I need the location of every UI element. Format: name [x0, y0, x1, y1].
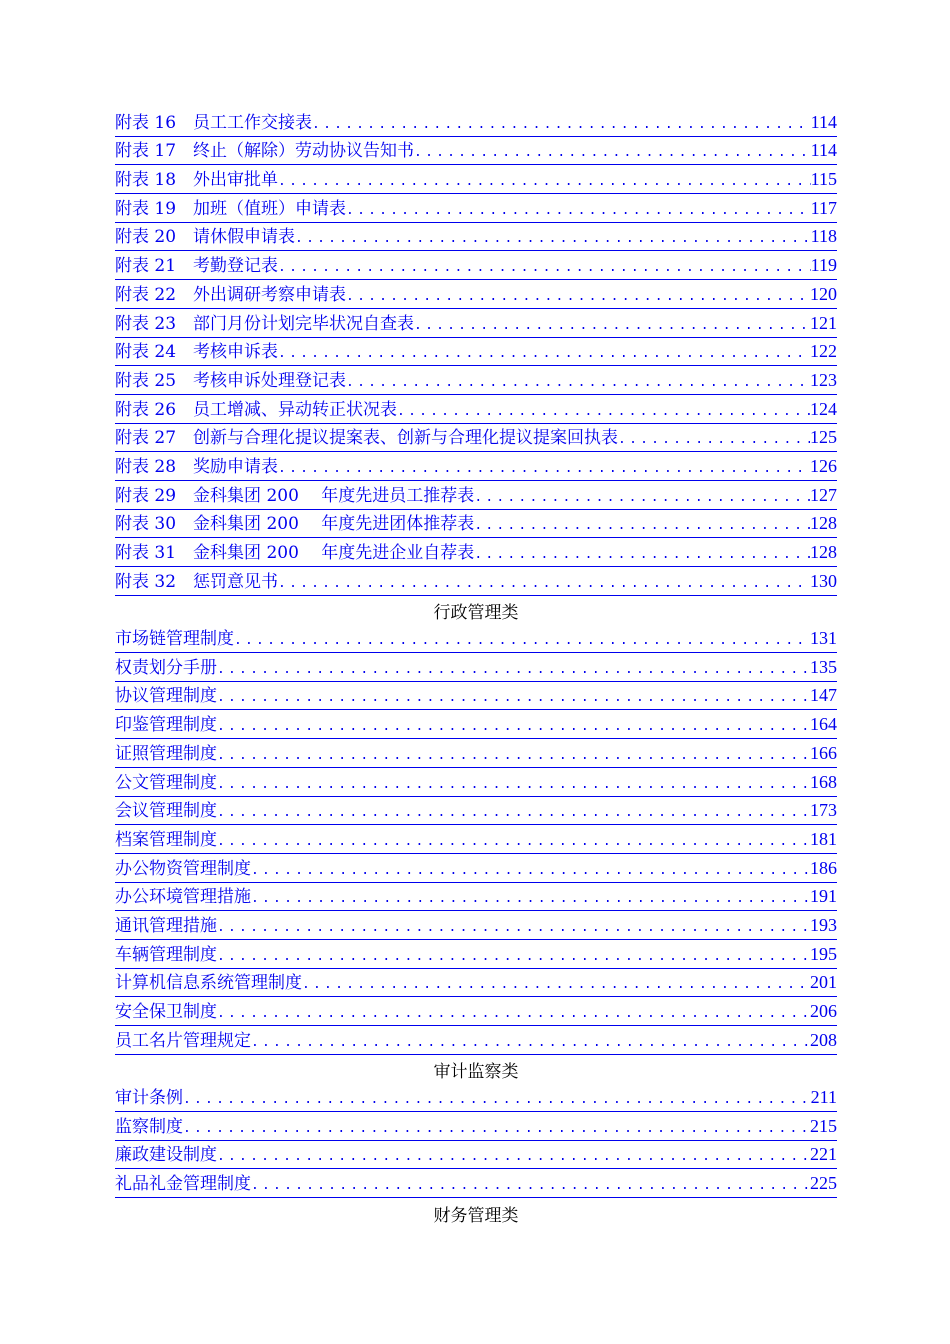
toc-entry-link[interactable]	[115, 168, 837, 194]
toc-entry-gap	[176, 226, 193, 248]
toc-page-number: 206	[810, 1001, 837, 1021]
toc-row	[115, 1112, 837, 1141]
toc-entry-title: 员工增减、异动转正状况表	[193, 399, 398, 420]
toc-entry-number: 附表 32	[115, 571, 177, 592]
toc-entry-link[interactable]	[115, 369, 837, 395]
toc-entry-link[interactable]	[115, 398, 837, 424]
toc-page-number: 114	[810, 140, 837, 161]
toc-entry-title: 金科集团 200 年度先进员工推荐表	[193, 485, 475, 506]
toc-entry-gap	[176, 341, 193, 363]
toc-entry-title: 档案管理制度	[115, 829, 217, 850]
toc-dot-leader	[251, 860, 810, 882]
toc-entry-title: 办公物资管理制度	[115, 858, 251, 879]
toc-entry-title: 权责划分手册	[115, 657, 217, 678]
toc-page-number: 215	[810, 1115, 837, 1136]
toc-entry-link[interactable]	[115, 225, 837, 251]
toc-entry-title: 金科集团 200 年度先进企业自荐表	[193, 543, 475, 563]
toc-entry-gap	[176, 255, 193, 277]
toc-entry-link[interactable]	[115, 971, 837, 997]
toc-entry-gap	[176, 370, 193, 392]
toc-entry-gap	[176, 456, 193, 478]
toc-entry-title: 奖励申请表	[193, 456, 279, 477]
toc-entry-number: 附表 23	[115, 313, 177, 334]
toc-entry-number: 附表 16	[115, 112, 177, 133]
toc-page-number: 208	[810, 1029, 837, 1050]
toc-entry-link[interactable]	[115, 742, 837, 768]
toc-dot-leader	[217, 917, 810, 939]
toc-entry-link[interactable]	[115, 1115, 837, 1141]
toc-row	[115, 997, 837, 1026]
toc-dot-leader	[278, 573, 810, 595]
toc-dot-leader	[183, 1089, 811, 1111]
toc-entry-number: 附表 29	[115, 485, 177, 506]
toc-page-number: 115	[810, 169, 837, 190]
toc-dot-leader	[618, 429, 810, 451]
section-heading-text: 审计监察类	[433, 1062, 519, 1083]
toc-entry-link[interactable]	[115, 914, 837, 940]
section-heading-text: 行政管理类	[433, 603, 519, 624]
toc-page-number: 119	[810, 255, 837, 276]
toc-entry-link[interactable]	[115, 541, 837, 567]
toc-entry-number: 附表 30	[115, 514, 177, 535]
toc-entry-number: 附表 21	[115, 256, 177, 277]
toc-entry-link[interactable]	[115, 943, 837, 969]
toc-page-number: 191	[810, 886, 837, 907]
toc-entry-link[interactable]	[115, 570, 837, 596]
toc-row	[115, 768, 837, 797]
toc-row	[115, 280, 837, 309]
toc-entry-link[interactable]	[115, 1172, 837, 1198]
section-heading	[115, 1198, 837, 1227]
toc-dot-leader	[346, 372, 810, 394]
toc-row	[115, 395, 837, 424]
toc-entry-title: 员工工作交接表	[193, 112, 313, 133]
toc-dot-leader	[278, 343, 810, 365]
toc-entry-number: 附表 28	[115, 456, 177, 477]
toc-dot-leader	[312, 114, 811, 136]
toc-dot-leader	[295, 228, 811, 250]
toc-row	[115, 309, 837, 338]
toc-entry-link[interactable]	[115, 1086, 837, 1112]
toc-entry-title: 员工名片管理规定	[115, 1030, 251, 1051]
toc-entry-link[interactable]	[115, 340, 837, 366]
toc-row	[115, 538, 837, 567]
toc-row	[115, 510, 837, 539]
toc-page-number: 117	[810, 197, 837, 218]
toc-page-number: 128	[810, 513, 837, 534]
toc-row	[115, 194, 837, 223]
toc-row	[115, 797, 837, 826]
toc-dot-leader	[251, 888, 810, 910]
toc-row	[115, 653, 837, 682]
toc-page-number: 126	[810, 455, 837, 476]
toc-entry-title: 创新与合理化提议提案表、创新与合理化提议提案回执表	[193, 428, 619, 449]
toc-row	[115, 825, 837, 854]
toc-row	[115, 452, 837, 481]
toc-dot-leader	[217, 659, 810, 681]
toc-dot-leader	[414, 315, 810, 337]
toc-page-number: 131	[810, 628, 837, 649]
toc-entry-gap	[176, 542, 193, 564]
toc-dot-leader	[217, 687, 810, 709]
toc-entry-gap	[176, 513, 193, 535]
toc-row	[115, 969, 837, 998]
table-of-contents	[115, 108, 837, 1227]
toc-entry-gap	[176, 427, 193, 449]
toc-page-number: 118	[810, 226, 837, 247]
toc-entry-link[interactable]	[115, 426, 837, 452]
toc-entry-link[interactable]	[115, 885, 837, 911]
toc-dot-leader	[217, 745, 810, 767]
toc-entry-number: 附表 20	[115, 227, 177, 248]
toc-entry-title: 廉政建设制度	[115, 1145, 217, 1166]
toc-page-number: 127	[810, 484, 837, 505]
toc-row	[115, 108, 837, 137]
toc-row	[115, 739, 837, 768]
toc-page-number: 193	[810, 914, 837, 935]
toc-page-number: 221	[810, 1144, 837, 1165]
toc-row	[115, 1026, 837, 1055]
toc-dot-leader	[183, 1118, 810, 1140]
toc-entry-title: 惩罚意见书	[193, 571, 279, 592]
toc-entry-title: 部门月份计划完毕状况自查表	[193, 313, 415, 334]
toc-entry-gap	[176, 571, 193, 593]
toc-page-number: 128	[810, 542, 837, 562]
toc-entry-title: 安全保卫制度	[115, 1002, 217, 1022]
toc-entry-title: 加班（值班）申请表	[193, 198, 347, 219]
toc-entry-number: 附表 18	[115, 170, 177, 191]
toc-row	[115, 481, 837, 510]
toc-row	[115, 1083, 837, 1112]
toc-page-number: 135	[810, 656, 837, 677]
toc-entry-title: 外出审批单	[193, 170, 279, 191]
section-heading	[115, 596, 837, 625]
toc-dot-leader	[397, 401, 810, 423]
toc-page-number: 124	[810, 398, 837, 419]
toc-entry-gap	[176, 399, 193, 421]
toc-entry-link[interactable]	[115, 484, 837, 510]
toc-entry-title: 礼品礼金管理制度	[115, 1174, 251, 1195]
toc-page-number: 164	[810, 714, 837, 735]
toc-row	[115, 223, 837, 252]
toc-page-number: 211	[810, 1087, 837, 1108]
toc-entry-link[interactable]	[115, 139, 837, 165]
toc-entry-title: 考勤登记表	[193, 256, 279, 277]
toc-entry-title: 印鉴管理制度	[115, 715, 217, 736]
toc-page-number: 147	[810, 685, 837, 706]
section-heading-text: 财务管理类	[433, 1205, 519, 1226]
toc-entry-link[interactable]	[115, 312, 837, 338]
toc-entry-title: 终止（解除）劳动协议告知书	[193, 141, 415, 162]
toc-dot-leader	[278, 257, 811, 279]
toc-dot-leader	[251, 1032, 810, 1054]
toc-entry-number: 附表 24	[115, 342, 177, 363]
toc-entry-link[interactable]	[115, 627, 837, 653]
toc-dot-leader	[234, 630, 810, 652]
toc-entry-link[interactable]	[115, 254, 837, 280]
toc-entry-gap	[176, 284, 193, 306]
toc-dot-leader	[217, 1003, 810, 1025]
toc-entry-link[interactable]	[115, 283, 837, 309]
toc-row	[115, 165, 837, 194]
toc-dot-leader	[217, 1146, 810, 1168]
toc-dot-leader	[346, 286, 810, 308]
toc-page-number: 225	[810, 1173, 837, 1194]
toc-dot-leader	[217, 802, 810, 824]
section-heading	[115, 1055, 837, 1084]
toc-entry-number: 附表 17	[115, 141, 177, 162]
toc-dot-leader	[278, 458, 810, 480]
toc-page-number: 181	[810, 828, 837, 849]
toc-dot-leader	[217, 946, 810, 968]
toc-entry-title: 监察制度	[115, 1116, 183, 1137]
toc-entry-title: 办公环境管理措施	[115, 887, 251, 908]
toc-page-number: 173	[810, 800, 837, 821]
toc-page-number: 186	[810, 857, 837, 878]
toc-entry-link[interactable]	[115, 857, 837, 883]
toc-row	[115, 682, 837, 711]
toc-row	[115, 710, 837, 739]
toc-dot-leader	[278, 171, 811, 193]
toc-entry-link[interactable]	[115, 1000, 837, 1026]
toc-entry-title: 证照管理制度	[115, 743, 217, 764]
toc-entry-title: 审计条例	[115, 1088, 183, 1109]
toc-dot-leader	[217, 774, 810, 796]
toc-row	[115, 1169, 837, 1198]
toc-page-number: 123	[810, 369, 837, 390]
toc-page-number: 130	[810, 570, 837, 591]
toc-row	[115, 424, 837, 453]
toc-entry-gap	[176, 198, 193, 220]
toc-entry-number: 附表 26	[115, 399, 177, 420]
toc-page-number: 114	[810, 111, 837, 132]
toc-page-number: 122	[810, 341, 837, 362]
toc-row	[115, 940, 837, 969]
toc-entry-title: 金科集团 200 年度先进团体推荐表	[193, 514, 475, 535]
toc-dot-leader	[474, 487, 810, 509]
toc-entry-link[interactable]	[115, 656, 837, 682]
toc-page-number: 166	[810, 742, 837, 763]
toc-entry-title: 协议管理制度	[115, 686, 217, 707]
toc-page-number: 120	[810, 283, 837, 304]
toc-entry-link[interactable]	[115, 713, 837, 739]
toc-dot-leader	[414, 142, 811, 164]
toc-entry-title: 车辆管理制度	[115, 944, 217, 965]
toc-page-number: 121	[810, 312, 837, 333]
toc-dot-leader	[346, 200, 811, 222]
toc-entry-gap	[176, 313, 193, 335]
toc-page-number: 201	[810, 972, 837, 993]
toc-page-number: 168	[810, 771, 837, 792]
toc-entry-gap	[176, 485, 193, 507]
toc-entry-number: 附表 27	[115, 428, 177, 449]
toc-page-number: 195	[810, 943, 837, 964]
toc-entry-gap	[176, 169, 193, 191]
toc-entry-title: 会议管理制度	[115, 801, 217, 822]
toc-row	[115, 911, 837, 940]
toc-entry-gap	[176, 140, 193, 162]
toc-entry-link[interactable]	[115, 111, 837, 137]
toc-entry-title: 公文管理制度	[115, 772, 217, 793]
toc-dot-leader	[217, 831, 810, 853]
toc-entry-title: 通讯管理措施	[115, 915, 217, 936]
toc-entry-title: 请休假申请表	[193, 227, 296, 248]
toc-row	[115, 854, 837, 883]
toc-dot-leader	[302, 974, 810, 996]
toc-entry-link[interactable]	[115, 1143, 837, 1169]
toc-entry-title: 市场链管理制度	[115, 629, 234, 650]
toc-entry-link[interactable]	[115, 512, 837, 538]
toc-entry-title: 外出调研考察申请表	[193, 284, 347, 305]
toc-entry-link[interactable]	[115, 197, 837, 223]
toc-entry-link[interactable]	[115, 771, 837, 797]
toc-entry-link[interactable]	[115, 455, 837, 481]
toc-row	[115, 883, 837, 912]
toc-entry-number: 附表 25	[115, 370, 177, 391]
toc-entry-number: 附表 22	[115, 284, 177, 305]
toc-row	[115, 137, 837, 166]
toc-row	[115, 567, 837, 596]
toc-entry-number: 附表 19	[115, 198, 177, 219]
toc-row	[115, 366, 837, 395]
toc-dot-leader	[474, 544, 810, 566]
toc-entry-link[interactable]	[115, 1029, 837, 1055]
toc-row	[115, 624, 837, 653]
toc-entry-link[interactable]	[115, 828, 837, 854]
toc-dot-leader	[474, 515, 810, 537]
toc-entry-title: 计算机信息系统管理制度	[115, 973, 302, 994]
toc-dot-leader	[251, 1175, 810, 1197]
toc-entry-title: 考核申诉处理登记表	[193, 370, 347, 391]
toc-entry-title: 考核申诉表	[193, 342, 279, 363]
toc-dot-leader	[217, 716, 810, 738]
toc-entry-number: 附表 31	[115, 543, 177, 563]
toc-row	[115, 338, 837, 367]
toc-entry-link[interactable]	[115, 684, 837, 710]
toc-entry-link[interactable]	[115, 799, 837, 825]
toc-row	[115, 251, 837, 280]
toc-page-number: 125	[810, 427, 837, 448]
toc-row	[115, 1141, 837, 1170]
toc-entry-gap	[176, 112, 193, 134]
